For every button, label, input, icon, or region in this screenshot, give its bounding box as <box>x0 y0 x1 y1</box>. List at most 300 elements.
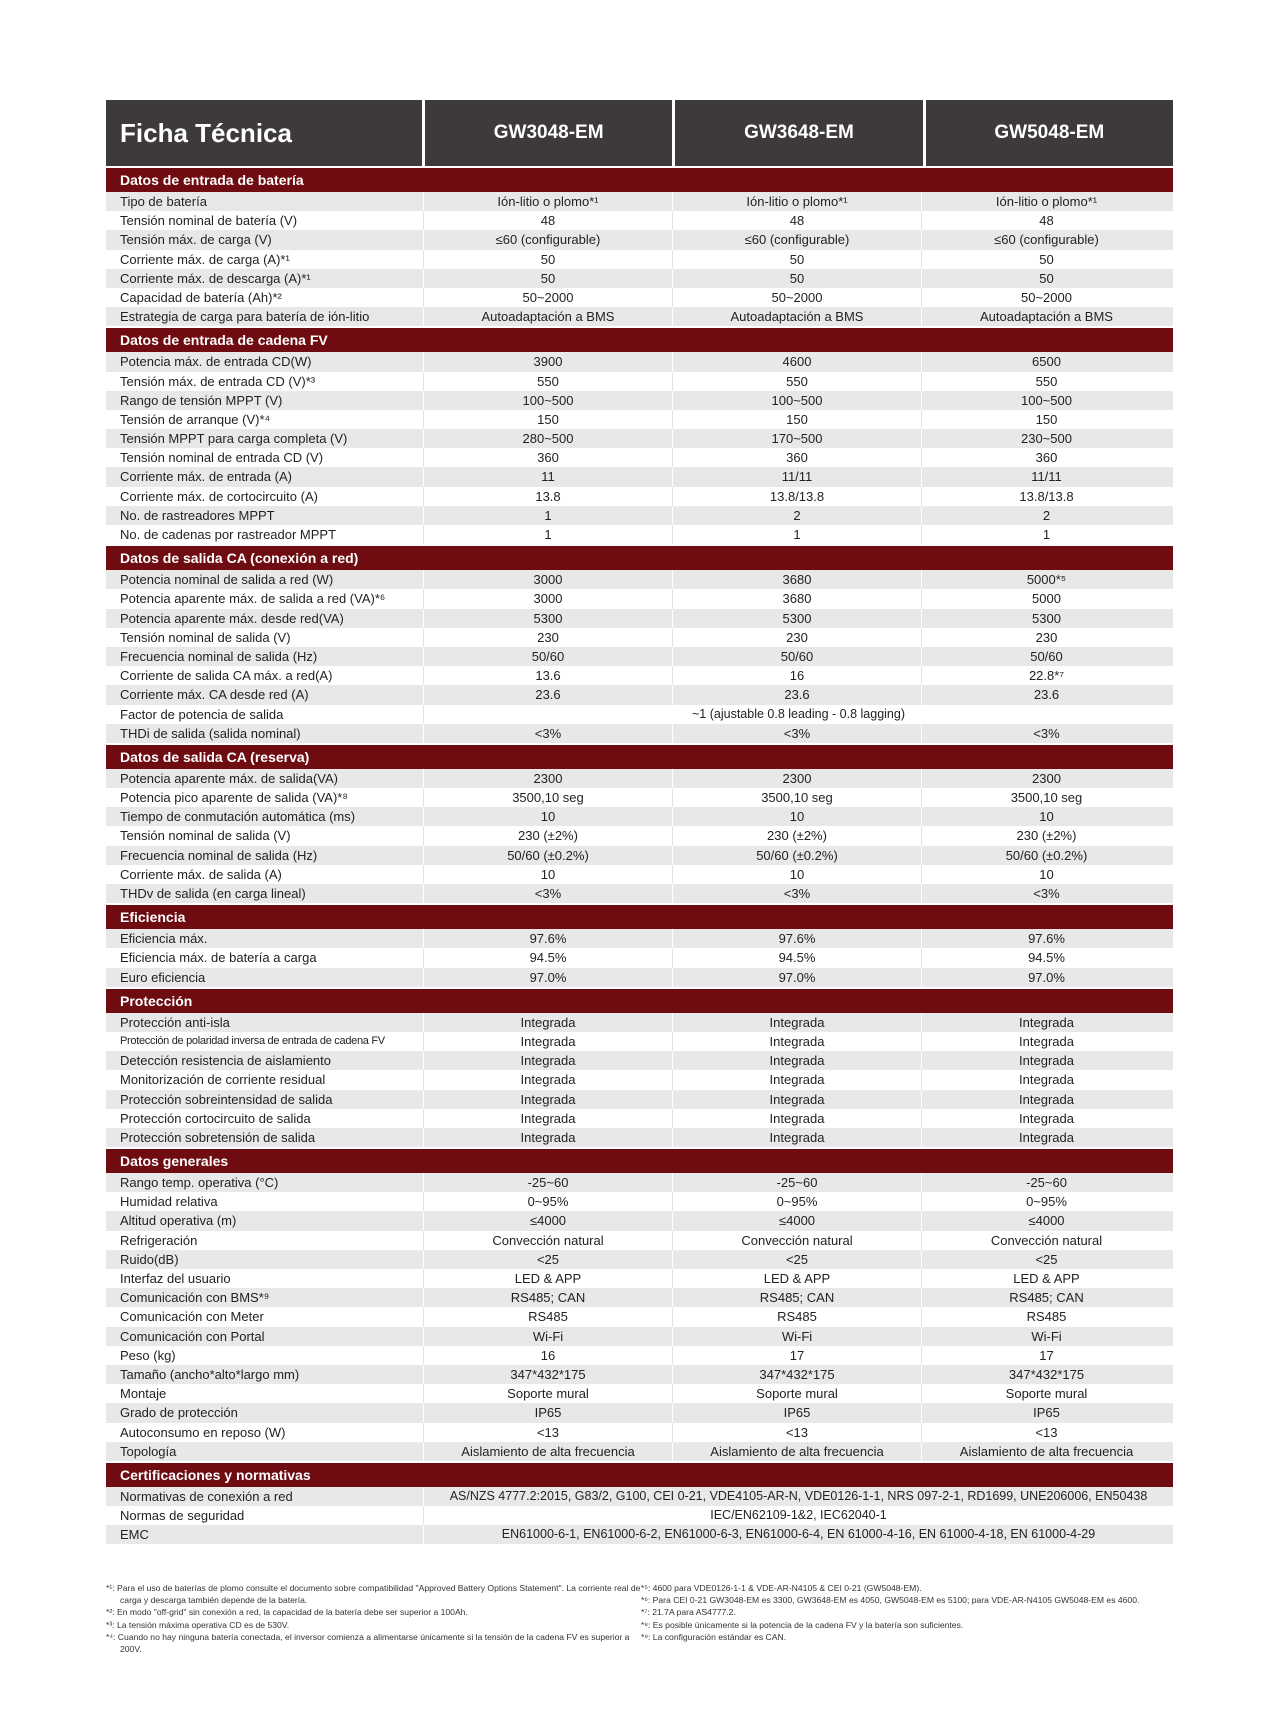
table-row <box>106 372 1173 391</box>
row-label: Comunicación con Meter <box>106 1307 424 1326</box>
row-value: 170~500 <box>673 429 922 448</box>
row-value: 17 <box>1039 1347 1054 1363</box>
row-value: 50~2000 <box>424 288 673 307</box>
row-value: 230~500 <box>1021 431 1072 447</box>
row-value: ≤60 (configurable) <box>424 230 673 249</box>
row-label: Factor de potencia de salida <box>106 705 424 724</box>
row-value: 3000 <box>424 570 673 589</box>
table-row <box>106 448 1173 467</box>
row-value: 360 <box>673 448 922 467</box>
row-value: 347*432*175 <box>1008 1366 1085 1382</box>
row-value: 1 <box>1042 527 1051 542</box>
row-value: Aislamiento de alta frecuencia <box>673 1442 922 1461</box>
table-row <box>106 230 1173 249</box>
row-value: 2300 <box>424 769 673 788</box>
row-value: Wi-Fi <box>424 1327 673 1346</box>
row-value: 11/11 <box>1031 469 1062 485</box>
row-label: Potencia máx. de entrada CD(W) <box>106 352 424 371</box>
row-value: <3% <box>424 724 673 743</box>
row-value: Integrada <box>424 1051 673 1070</box>
row-label: Protección de polaridad inversa de entrada de cadena FV <box>106 1032 424 1051</box>
row-value: 347*432*175 <box>424 1365 673 1384</box>
row-value: 230 <box>1035 629 1058 645</box>
row-value: Autoadaptación a BMS <box>424 307 673 326</box>
table-row <box>106 1128 1173 1147</box>
row-value: Convección natural <box>424 1231 673 1250</box>
row-value: Integrada <box>1019 1129 1074 1145</box>
row-value: ≤4000 <box>424 1211 673 1230</box>
section-header: Datos de entrada de batería <box>106 166 1173 192</box>
table-row <box>106 826 1173 845</box>
row-value: 230 (±2%) <box>673 826 922 845</box>
row-label: Montaje <box>106 1384 424 1403</box>
row-value: RS485 <box>424 1307 673 1326</box>
table-row <box>106 525 1173 544</box>
row-value: Integrada <box>1019 1091 1074 1107</box>
row-value: 50 <box>424 269 673 288</box>
section-header: Protección <box>106 987 1173 1013</box>
row-value: 50/60 <box>673 647 922 666</box>
row-label: Corriente máx. de cortocircuito (A) <box>106 487 424 506</box>
row-value: 100~500 <box>424 391 673 410</box>
row-value: 22.8*⁷ <box>1028 668 1065 684</box>
row-value: 550 <box>424 372 673 391</box>
row-value: Integrada <box>424 1032 673 1051</box>
row-value: 150 <box>1035 411 1058 427</box>
row-value: Ión-litio o plomo*¹ <box>995 194 1098 209</box>
row-value: 347*432*175 <box>673 1365 922 1384</box>
row-value: Integrada <box>424 1070 673 1089</box>
row-value: 10 <box>673 865 922 884</box>
table-row <box>106 1384 1173 1403</box>
row-label: Estrategia de carga para batería de ión-litio <box>106 307 424 326</box>
row-value: 1 <box>424 525 673 544</box>
row-value: 2 <box>673 506 922 525</box>
row-label: Frecuencia nominal de salida (Hz) <box>106 647 424 666</box>
table-row <box>106 288 1173 307</box>
row-value: Integrada <box>1019 1014 1074 1030</box>
row-label: Potencia aparente máx. desde red(VA) <box>106 609 424 628</box>
row-label: Tiempo de conmutación automática (ms) <box>106 807 424 826</box>
row-value: 280~500 <box>424 429 673 448</box>
row-value: 360 <box>424 448 673 467</box>
row-value: <3% <box>673 724 922 743</box>
row-value: <25 <box>673 1250 922 1269</box>
row-value: 97.0% <box>673 968 922 987</box>
row-value: Integrada <box>673 1013 922 1032</box>
row-value: Wi-Fi <box>1031 1328 1062 1344</box>
table-row <box>106 269 1173 288</box>
row-label: Corriente máx. de entrada (A) <box>106 467 424 486</box>
footnotes-left <box>106 1582 641 1655</box>
table-row <box>106 1231 1173 1250</box>
row-label: Autoconsumo en reposo (W) <box>106 1423 424 1442</box>
table-row <box>106 769 1173 788</box>
row-value: 11/11 <box>673 467 922 486</box>
row-value: 2300 <box>1032 770 1061 786</box>
table-row <box>106 307 1173 326</box>
row-value: Ión-litio o plomo*¹ <box>673 192 922 211</box>
table-row <box>106 948 1173 967</box>
row-value: 48 <box>673 211 922 230</box>
table-row <box>106 410 1173 429</box>
table-row <box>106 1051 1173 1070</box>
row-value: IP65 <box>673 1403 922 1422</box>
table-row <box>106 1013 1173 1032</box>
row-value-shared: ~1 (ajustable 0.8 leading - 0.8 lagging) <box>692 706 905 721</box>
row-value-shared: EN61000-6-1, EN61000-6-2, EN61000-6-3, EN61000-6-4, EN 61000-4-16, EN 61000-4-18, EN 61000-4-29 <box>501 1527 1096 1542</box>
table-row <box>106 1250 1173 1269</box>
table-row <box>106 352 1173 371</box>
table-row <box>106 968 1173 987</box>
model-gw5048: GW5048-EM <box>926 100 1173 166</box>
row-value: RS485; CAN <box>1009 1290 1084 1306</box>
row-value: <3% <box>1033 886 1060 901</box>
table-row <box>106 609 1173 628</box>
row-label: Tamaño (ancho*alto*largo mm) <box>106 1365 424 1384</box>
row-label: Tipo de batería <box>106 192 424 211</box>
section-header: Certificaciones y normativas <box>106 1461 1173 1487</box>
row-value: 5000 <box>1032 591 1061 607</box>
section-header: Datos de salida CA (reserva) <box>106 743 1173 769</box>
row-value: 50~2000 <box>1021 289 1072 305</box>
row-value: IP65 <box>424 1403 673 1422</box>
row-value: Integrada <box>424 1090 673 1109</box>
row-value: 23.6 <box>424 685 673 704</box>
row-label: Corriente máx. de descarga (A)*¹ <box>106 269 424 288</box>
row-value: LED & APP <box>1013 1271 1080 1286</box>
row-value: Integrada <box>673 1090 922 1109</box>
row-label: Tensión nominal de salida (V) <box>106 826 424 845</box>
row-value: RS485; CAN <box>673 1288 922 1307</box>
row-label: Tensión máx. de entrada CD (V)*³ <box>106 372 424 391</box>
row-value: 550 <box>673 372 922 391</box>
row-value: LED & APP <box>424 1269 673 1288</box>
row-value: 97.0% <box>1028 969 1065 985</box>
table-row <box>106 1269 1173 1288</box>
row-label: Protección cortocircuito de salida <box>106 1109 424 1128</box>
table-row <box>106 391 1173 410</box>
row-value: 5300 <box>424 609 673 628</box>
row-value: ≤60 (configurable) <box>994 232 1099 248</box>
row-label: Protección sobretensión de salida <box>106 1128 424 1147</box>
row-label: No. de rastreadores MPPT <box>106 506 424 525</box>
row-value: 50/60 (±0.2%) <box>424 846 673 865</box>
row-label: Tensión nominal de entrada CD (V) <box>106 448 424 467</box>
row-value: 3500,10 seg <box>424 788 673 807</box>
table-row <box>106 724 1173 743</box>
row-label: Tensión nominal de salida (V) <box>106 628 424 647</box>
row-value: -25~60 <box>673 1173 922 1192</box>
row-value: 13.8 <box>424 487 673 506</box>
row-value: LED & APP <box>673 1269 922 1288</box>
spec-header <box>106 100 1173 166</box>
table-row <box>106 1288 1173 1307</box>
row-value: 10 <box>424 865 673 884</box>
model-gw3648: GW3648-EM <box>675 100 922 166</box>
table-row <box>106 705 1173 724</box>
row-value: <3% <box>1033 725 1060 741</box>
table-row <box>106 1506 1173 1525</box>
row-value: 50 <box>673 269 922 288</box>
table-row <box>106 1327 1173 1346</box>
table-row <box>106 788 1173 807</box>
model-gw3048: GW3048-EM <box>425 100 672 166</box>
row-value: Autoadaptación a BMS <box>673 307 922 326</box>
row-value: ≤60 (configurable) <box>673 230 922 249</box>
section-header: Datos generales <box>106 1147 1173 1173</box>
footnote: *⁹: La configuración estándar es CAN. <box>641 1631 787 1642</box>
row-value: <13 <box>673 1423 922 1442</box>
row-label: Rango temp. operativa (°C) <box>106 1173 424 1192</box>
sheet-title: Ficha Técnica <box>106 100 422 166</box>
row-value: <3% <box>424 884 673 903</box>
row-value: 23.6 <box>1033 687 1060 703</box>
table-row <box>106 192 1173 211</box>
row-value: <13 <box>424 1423 673 1442</box>
table-row <box>106 429 1173 448</box>
row-value-shared: IEC/EN62109-1&2, IEC62040-1 <box>710 1508 887 1523</box>
row-value: <25 <box>1035 1251 1058 1267</box>
table-row <box>106 647 1173 666</box>
row-label: Grado de protección <box>106 1403 424 1422</box>
row-label: Peso (kg) <box>106 1346 424 1365</box>
row-value: IP65 <box>1033 1405 1060 1421</box>
footnote: *⁷: 21.7A para AS4777.2. <box>641 1607 736 1618</box>
row-value: 150 <box>673 410 922 429</box>
row-value: 10 <box>1039 866 1054 882</box>
table-row <box>106 487 1173 506</box>
row-value: 2300 <box>673 769 922 788</box>
table-row <box>106 685 1173 704</box>
row-value: 5300 <box>1032 610 1061 626</box>
row-value: 10 <box>673 807 922 826</box>
row-value: 50/60 (±0.2%) <box>673 846 922 865</box>
row-value: 23.6 <box>673 685 922 704</box>
row-value: Integrada <box>424 1013 673 1032</box>
row-value: Integrada <box>1019 1053 1074 1069</box>
spec-table-body <box>106 166 1173 1544</box>
row-label: EMC <box>106 1525 424 1544</box>
footnote: *²: En modo "off-grid" sin conexión a red, la capacidad de la batería debe ser superior a 100Ah. <box>106 1607 468 1618</box>
row-value: 48 <box>1039 213 1054 229</box>
section-header: Datos de salida CA (conexión a red) <box>106 544 1173 570</box>
row-value: 0~95% <box>424 1192 673 1211</box>
row-value: 0~95% <box>673 1192 922 1211</box>
row-label: Capacidad de batería (Ah)*² <box>106 288 424 307</box>
table-row <box>106 1525 1173 1544</box>
row-value: 13.8/13.8 <box>673 487 922 506</box>
table-row <box>106 807 1173 826</box>
row-value: 97.6% <box>673 929 922 948</box>
row-value: Integrada <box>673 1032 922 1051</box>
row-value: 94.5% <box>424 948 673 967</box>
row-value: 11 <box>424 467 673 486</box>
table-row <box>106 1365 1173 1384</box>
row-value: 17 <box>673 1346 922 1365</box>
row-value: Wi-Fi <box>673 1327 922 1346</box>
table-row <box>106 506 1173 525</box>
row-value: Autoadaptación a BMS <box>980 309 1113 325</box>
row-value: 360 <box>1035 450 1058 466</box>
row-value: Integrada <box>424 1128 673 1147</box>
row-value: 16 <box>424 1346 673 1365</box>
table-row <box>106 666 1173 685</box>
table-row <box>106 1211 1173 1230</box>
row-label: Interfaz del usuario <box>106 1269 424 1288</box>
footnote: *⁶: Para CEI 0-21 GW3048-EM es 3300, GW3648-EM es 4050, GW5048-EM es 5100; para VDE-AR-N4105 GW5048-EM es 4600. <box>641 1595 1140 1606</box>
table-row <box>106 250 1173 269</box>
row-value: 4600 <box>673 352 922 371</box>
row-value: 3500,10 seg <box>673 788 922 807</box>
row-value: <13 <box>1035 1424 1058 1440</box>
row-value: ≤4000 <box>673 1211 922 1230</box>
row-label: Detección resistencia de aislamiento <box>106 1051 424 1070</box>
row-value: Integrada <box>673 1109 922 1128</box>
row-label: Potencia aparente máx. de salida(VA) <box>106 769 424 788</box>
row-label: Comunicación con Portal <box>106 1327 424 1346</box>
row-value: 97.6% <box>424 929 673 948</box>
table-row <box>106 1307 1173 1326</box>
row-value: 230 <box>424 628 673 647</box>
row-value: 3680 <box>673 570 922 589</box>
row-value: 50 <box>1039 251 1054 267</box>
row-value: 50/60 <box>424 647 673 666</box>
table-row <box>106 1442 1173 1461</box>
row-value: Aislamiento de alta frecuencia <box>959 1443 1134 1459</box>
row-value: 1 <box>424 506 673 525</box>
row-value: 3500,10 seg <box>1010 790 1083 806</box>
table-row <box>106 467 1173 486</box>
row-value: 150 <box>424 410 673 429</box>
table-row <box>106 1032 1173 1051</box>
table-row <box>106 1403 1173 1422</box>
row-label: Corriente de salida CA máx. a red(A) <box>106 666 424 685</box>
footnotes <box>106 1582 1176 1655</box>
row-label: Normas de seguridad <box>106 1506 424 1525</box>
table-row <box>106 1173 1173 1192</box>
row-label: Frecuencia nominal de salida (Hz) <box>106 846 424 865</box>
row-value: <25 <box>424 1250 673 1269</box>
row-value-shared: AS/NZS 4777.2:2015, G83/2, G100, CEI 0-21, VDE4105-AR-N, VDE0126-1-1, NRS 097-2-1, RD1699, UNE206006, EN50438 <box>449 1488 1148 1503</box>
row-value: RS485 <box>1026 1309 1067 1325</box>
row-value: 97.6% <box>1028 931 1065 947</box>
row-label: Tensión máx. de carga (V) <box>106 230 424 249</box>
footnote: *⁵: 4600 para VDE0126-1-1 & VDE-AR-N4105 & CEI 0-21 (GW5048-EM). <box>641 1583 922 1593</box>
spec-sheet <box>106 100 1173 1544</box>
row-label: Altitud operativa (m) <box>106 1211 424 1230</box>
row-label: Corriente máx. de salida (A) <box>106 865 424 884</box>
row-value: 100~500 <box>1021 392 1072 408</box>
row-value: Aislamiento de alta frecuencia <box>424 1442 673 1461</box>
table-row <box>106 1109 1173 1128</box>
row-value: 13.8/13.8 <box>1019 488 1074 504</box>
row-value: 97.0% <box>424 968 673 987</box>
table-row <box>106 211 1173 230</box>
table-row <box>106 929 1173 948</box>
row-value: 50 <box>1039 270 1054 286</box>
table-row <box>106 1346 1173 1365</box>
table-row <box>106 628 1173 647</box>
row-label: Normativas de conexión a red <box>106 1487 424 1506</box>
footnote: *⁸: Es posible únicamente si la potencia de la cadena FV y la batería son suficientes. <box>641 1619 964 1630</box>
row-value: 16 <box>673 666 922 685</box>
row-value: Soporte mural <box>1005 1386 1088 1402</box>
row-value: 550 <box>1035 373 1058 389</box>
row-label: Eficiencia máx. <box>106 929 424 948</box>
row-label: Eficiencia máx. de batería a carga <box>106 948 424 967</box>
row-label: Rango de tensión MPPT (V) <box>106 391 424 410</box>
table-row <box>106 884 1173 903</box>
row-label: Corriente máx. CA desde red (A) <box>106 685 424 704</box>
row-value: 5000*⁵ <box>1026 572 1067 588</box>
row-label: Refrigeración <box>106 1231 424 1250</box>
row-value: 48 <box>424 211 673 230</box>
row-value: 10 <box>1039 809 1054 825</box>
row-value: -25~60 <box>424 1173 673 1192</box>
row-value: 50/60 (±0.2%) <box>1005 847 1088 863</box>
row-label: Tensión MPPT para carga completa (V) <box>106 429 424 448</box>
row-value: 2 <box>1042 507 1051 523</box>
row-value: Integrada <box>1019 1072 1074 1088</box>
row-label: Comunicación con BMS*⁹ <box>106 1288 424 1307</box>
section-header: Eficiencia <box>106 903 1173 929</box>
row-value: 94.5% <box>1028 950 1065 966</box>
row-value: -25~60 <box>1026 1175 1067 1191</box>
row-value: Integrada <box>673 1070 922 1089</box>
section-header: Datos de entrada de cadena FV <box>106 326 1173 352</box>
row-label: Ruido(dB) <box>106 1250 424 1269</box>
row-label: Potencia aparente máx. de salida a red (VA)*⁶ <box>106 589 424 608</box>
row-value: Integrada <box>1019 1110 1074 1126</box>
row-value: 94.5% <box>673 948 922 967</box>
row-value: 3680 <box>673 589 922 608</box>
row-value: 230 (±2%) <box>424 826 673 845</box>
table-row <box>106 1487 1173 1506</box>
row-value: Soporte mural <box>424 1384 673 1403</box>
footnote: *³: La tensión máxima operativa CD es de 530V. <box>106 1619 290 1630</box>
row-value: Convección natural <box>673 1231 922 1250</box>
table-row <box>106 1090 1173 1109</box>
row-value: 13.6 <box>424 666 673 685</box>
footnote: *⁴: Cuando no hay ninguna batería conectada, el inversor comienza a alimentarse únicamente si la tensión de la cadena FV es superior a 200V. <box>106 1631 630 1655</box>
row-value: 230 (±2%) <box>1016 828 1077 844</box>
row-label: Potencia pico aparente de salida (VA)*⁸ <box>106 788 424 807</box>
row-label: Corriente máx. de carga (A)*¹ <box>106 250 424 269</box>
row-value: 3000 <box>424 589 673 608</box>
row-label: Topología <box>106 1442 424 1461</box>
row-value: 50 <box>424 250 673 269</box>
table-row <box>106 570 1173 589</box>
row-value: Integrada <box>673 1128 922 1147</box>
row-value: 50~2000 <box>673 288 922 307</box>
row-label: Monitorización de corriente residual <box>106 1070 424 1089</box>
row-value: 50/60 <box>1030 648 1063 664</box>
row-value: Integrada <box>424 1109 673 1128</box>
table-row <box>106 1070 1173 1089</box>
row-label: Protección sobreintensidad de salida <box>106 1090 424 1109</box>
row-label: No. de cadenas por rastreador MPPT <box>106 525 424 544</box>
row-label: THDi de salida (salida nominal) <box>106 724 424 743</box>
row-label: Euro eficiencia <box>106 968 424 987</box>
row-value: 100~500 <box>673 391 922 410</box>
row-value: 3900 <box>424 352 673 371</box>
row-value: Ión-litio o plomo*¹ <box>424 192 673 211</box>
footnote: *¹: Para el uso de baterías de plomo consulte el documento sobre compatibilidad "Approved Battery Options Statement". La corriente real de carga y descarga también depende de la batería. <box>106 1583 641 1606</box>
row-label: Humidad relativa <box>106 1192 424 1211</box>
row-label: Protección anti-isla <box>106 1013 424 1032</box>
row-value: Soporte mural <box>673 1384 922 1403</box>
